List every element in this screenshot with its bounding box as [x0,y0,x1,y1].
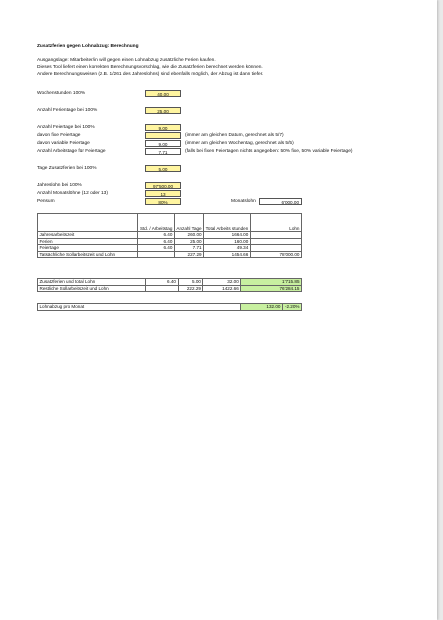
header-lohn: Lohn [250,214,301,232]
row-label: Feiertage [38,245,138,252]
monatsloehne-input[interactable]: 13 [145,190,181,197]
header-std-arbeitstag: Std. / Arbeitstag [138,214,174,232]
table-row [38,251,302,258]
cell-std: 6.40 [138,232,174,239]
table-header-row [38,214,302,232]
table-row [38,232,302,239]
feiertage-label: Anzahl Feiertage bei 100% [37,125,95,130]
header-anzahl-tage: Anzahl Tage [174,214,203,232]
cell-stunden: 1422.66 [203,285,241,292]
lohnabzug-percent: -2.20% [282,304,301,311]
cell-tage: 260.00 [174,232,203,239]
cell-lohn: 1'715.85 [241,279,302,286]
ferientage-label: Anzahl Ferientage bei 100% [37,108,98,113]
zusatzferien-table [37,278,302,292]
variable-feiertage-value: 9.00 [145,140,181,147]
row-label: Ferien [38,238,138,245]
cell-tage: 222.29 [178,285,203,292]
wochenstunden-label: Wochenstunden 100% [37,91,86,96]
row-label: Jahresarbeitszeit [38,232,138,239]
arbeitstage-note: (falls bei fixen Feiertagen nichts angegeben: 50% fixe, 50% variable Feiertage) [185,149,353,154]
wochenstunden-input[interactable]: 40.00 [145,90,181,97]
table-row [38,279,302,286]
page-title: Zusatzferien gegen Lohnabzug: Berechnung [37,44,139,49]
cell-std [138,251,174,258]
table-row [38,245,302,252]
lohnabzug-table [37,303,302,311]
fixe-feiertage-label: davon fixe Feiertage [37,133,81,138]
intro-line-1: Ausgangslage: Mitarbeiter/in will gegen einen Lohnabzug zusätzliche Ferien kaufen. [37,58,216,63]
arbeitstage-label: Anzahl Arbeitstage für Feiertage [37,149,106,154]
cell-std: 6.40 [138,238,174,245]
row-label: Restliche Sollarbeitszeit und Lohn [38,285,146,292]
intro-line-3: Andere Berechnungsweisen (z.B. 1/261 des Jahreslohns) sind ebenfalls möglich, der Abzug ist dann tiefer. [37,72,264,77]
cell-stunden: 1664.00 [204,232,251,239]
monatslohn-label: Monatslohn [231,199,256,204]
table-row [38,285,302,292]
cell-lohn [250,238,301,245]
jahreslohn-input[interactable]: 97'500.00 [145,182,181,189]
berechnung-table [37,213,302,258]
monatslohn-value: 6'000.00 [259,198,302,205]
cell-tage: 25.00 [174,238,203,245]
lohnabzug-value: 132.00 [241,304,283,311]
cell-lohn [250,245,301,252]
cell-std: 6.40 [138,245,174,252]
pensum-label: Pensum [37,199,55,204]
fixe-feiertage-note: (immer am gleichen Datum, gerechnet als 5/7) [185,133,284,138]
variable-feiertage-note: (immer am gleichen Wochentag, gerechnet als 5/5) [185,141,294,146]
pensum-input[interactable]: 80% [145,198,181,205]
cell-stunden: 32.00 [203,279,241,286]
lohnabzug-label: Lohnabzug pro Monat [38,304,241,311]
zusatzferien-label: Tage Zusatzferien bei 100% [37,166,97,171]
header-total-stunden: Total Arbeits stunden [204,214,251,232]
monatsloehne-label: Anzahl Monatslöhne (12 oder 13) [37,191,108,196]
cell-lohn [250,232,301,239]
row-label: Tatsächliche Sollarbeitszeit und Lohn [38,251,138,258]
variable-feiertage-label: davon variable Feiertage [37,141,90,146]
cell-tage: 7.71 [174,245,203,252]
header-empty [38,214,138,232]
zusatzferien-input[interactable]: 5.00 [145,165,181,172]
cell-lohn: 78'000.00 [250,251,301,258]
cell-stunden: 1454.66 [204,251,251,258]
arbeitstage-value: 7.71 [145,148,181,155]
row-label: Zusatzferien und total Lohn [38,279,146,286]
cell-std [145,285,178,292]
cell-stunden: 49.34 [204,245,251,252]
cell-stunden: 160.00 [204,238,251,245]
ferientage-input[interactable]: 25.00 [145,107,181,114]
jahreslohn-label: Jahreslohn bei 100% [37,183,82,188]
cell-tage: 227.29 [174,251,203,258]
cell-tage: 5.00 [178,279,203,286]
cell-lohn: 76'284.15 [241,285,302,292]
lohnabzug-row [38,304,302,311]
intro-line-2: Dieses Tool liefert einen korrekten Berechnungsvorschlag, wie die Zusatzferien berechnet werden können. [37,65,263,70]
fixe-feiertage-input[interactable] [145,132,181,139]
feiertage-input[interactable]: 9.00 [145,124,181,131]
cell-std: 6.40 [145,279,178,286]
table-row [38,238,302,245]
